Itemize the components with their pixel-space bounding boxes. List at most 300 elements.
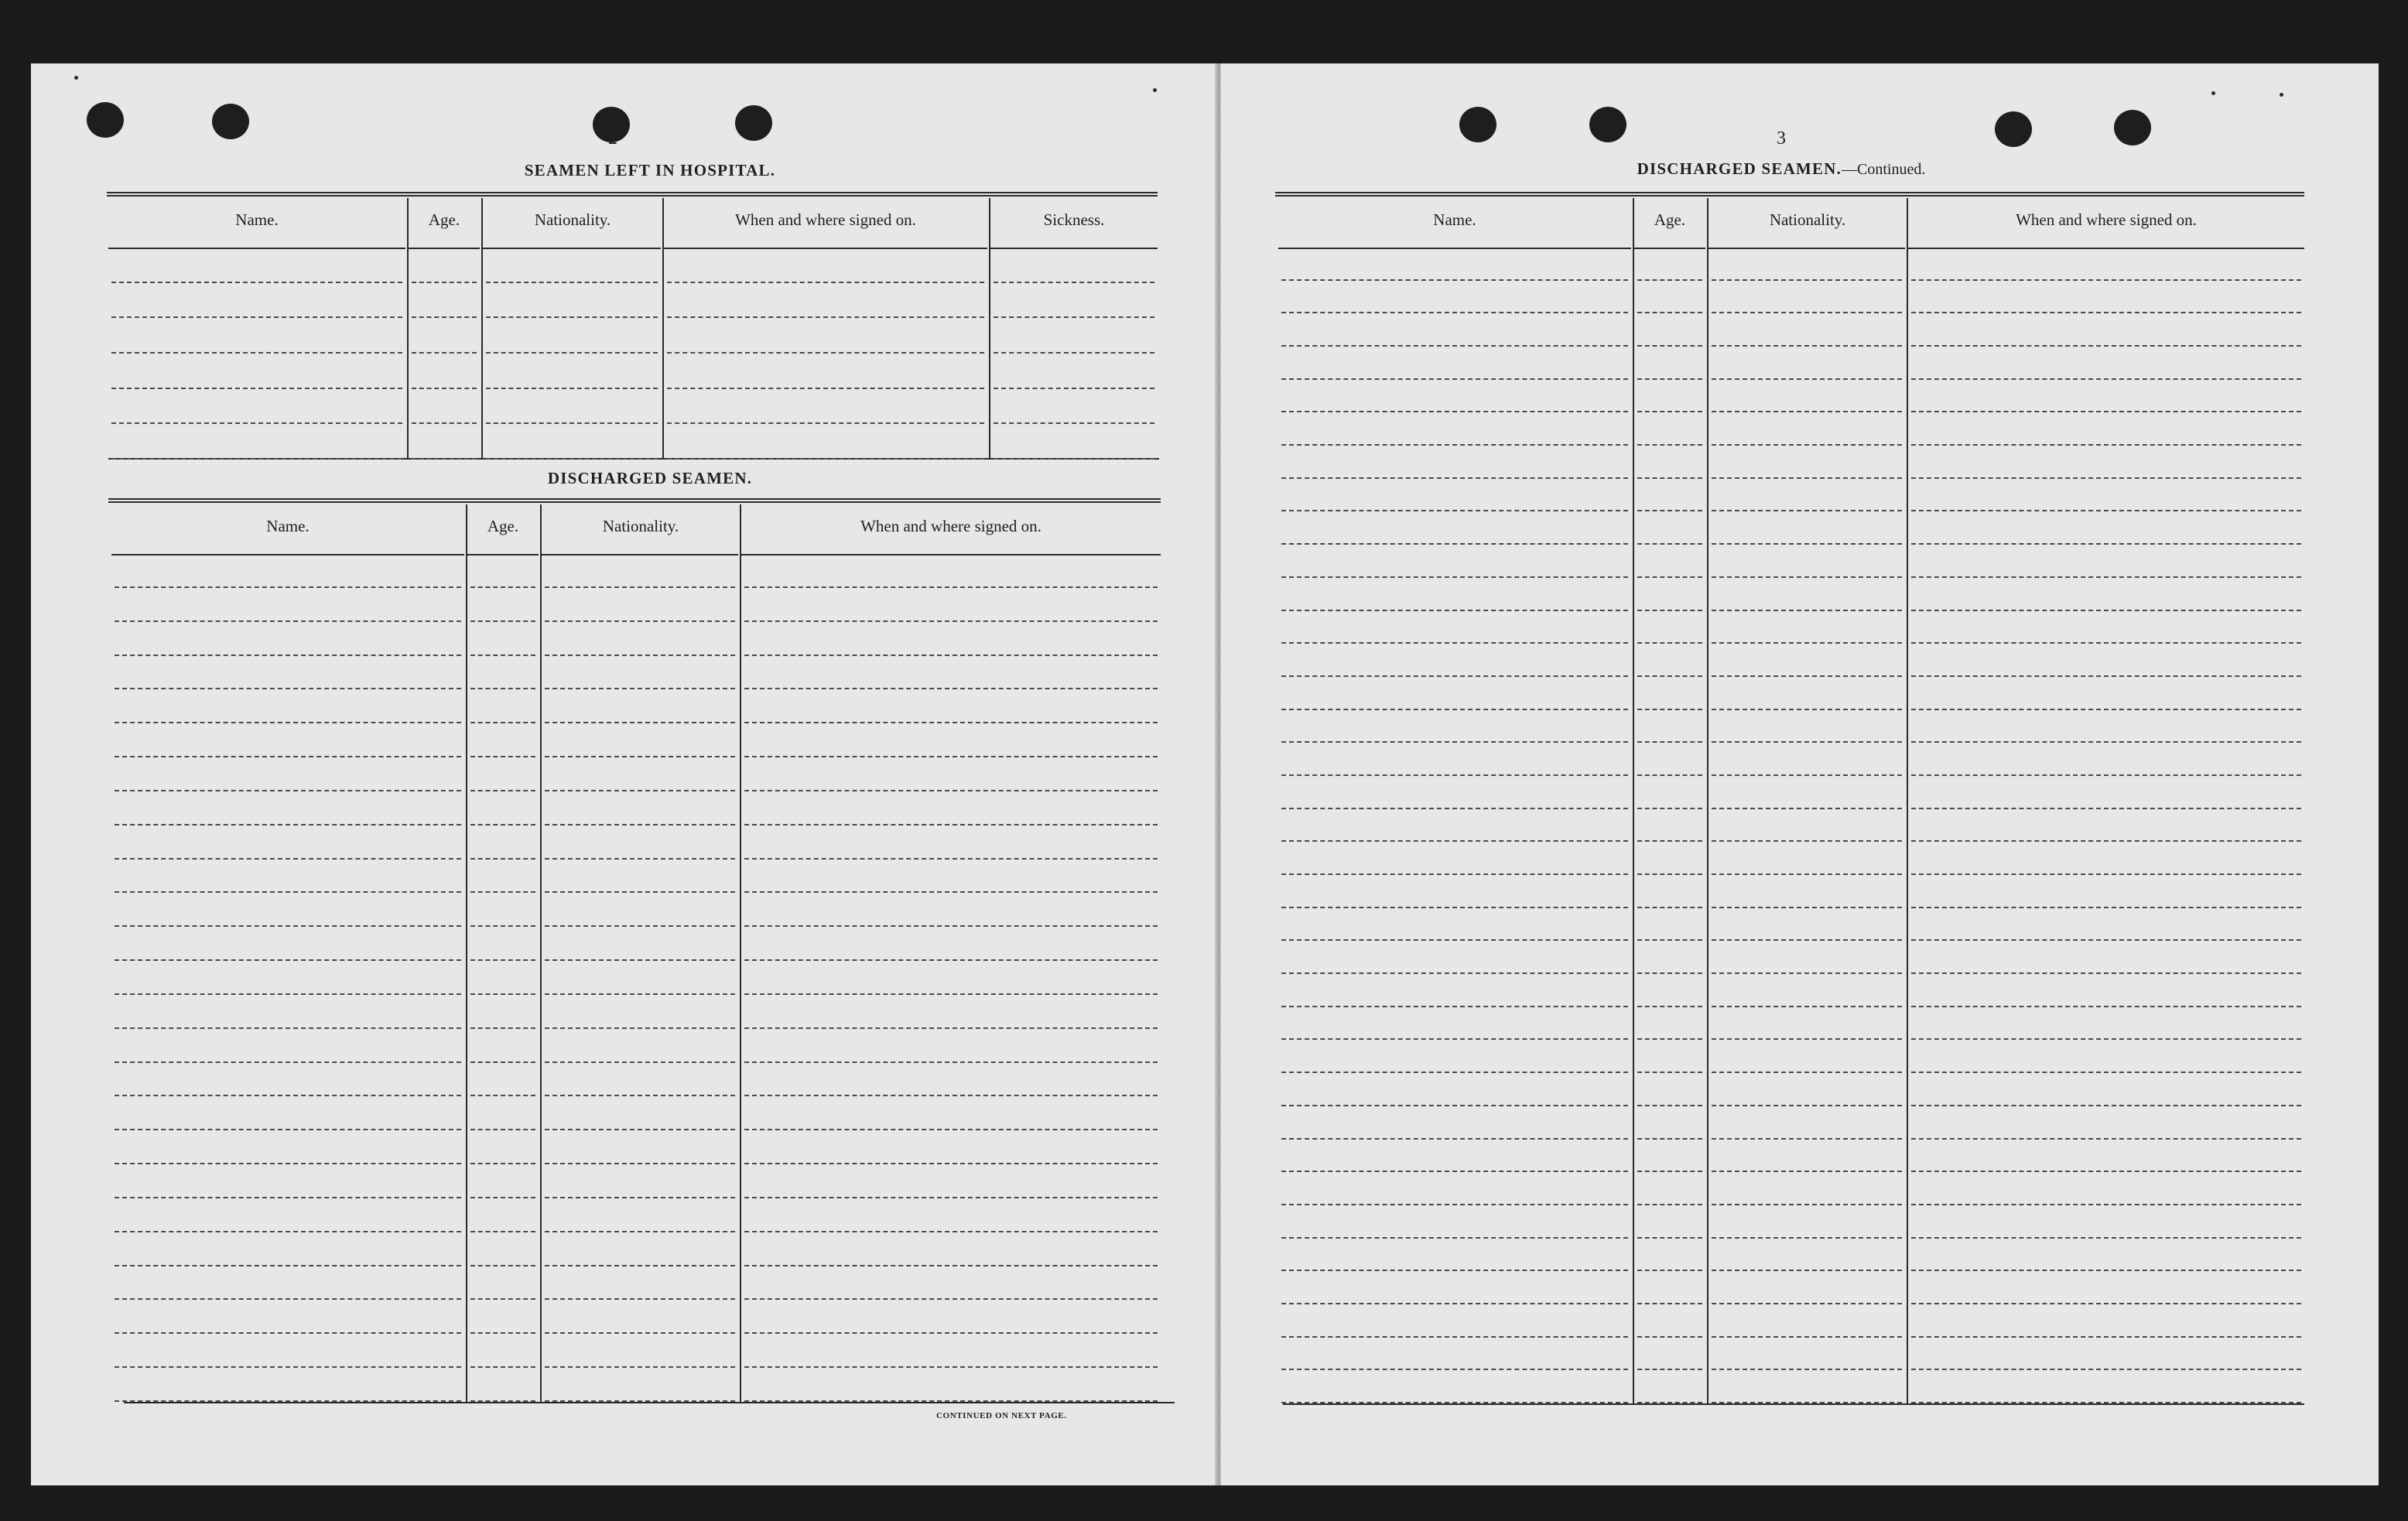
punch-hole-icon <box>1459 107 1496 142</box>
dotted-row-line <box>1712 1270 1902 1271</box>
dotted-row-line <box>115 1027 461 1029</box>
dotted-row-line <box>1637 312 1702 313</box>
punch-hole-icon <box>212 104 249 139</box>
dotted-row-line <box>470 1129 535 1130</box>
dotted-row-line <box>994 422 1154 424</box>
dotted-row-line <box>545 586 735 588</box>
col-header-name: Name. <box>1433 210 1476 229</box>
dotted-row-line <box>115 655 461 656</box>
dotted-row-line <box>486 282 658 283</box>
dotted-row-line <box>994 316 1154 318</box>
dotted-row-line <box>1637 411 1702 412</box>
dotted-row-line <box>744 1163 1158 1164</box>
dotted-row-line <box>994 388 1154 389</box>
dotted-row-line <box>1281 1072 1628 1073</box>
dotted-row-line <box>1712 279 1902 281</box>
header-underline <box>1278 248 1631 249</box>
dotted-row-line <box>1712 675 1902 677</box>
dotted-row-line <box>1911 774 2301 776</box>
dotted-row-line <box>545 824 735 825</box>
header-underline <box>483 248 661 249</box>
dotted-row-line <box>1712 1171 1902 1172</box>
dotted-row-line <box>1911 1402 2301 1403</box>
dotted-row-line <box>744 824 1158 825</box>
dotted-row-line <box>1712 345 1902 347</box>
dotted-row-line <box>744 1366 1158 1368</box>
dotted-row-line <box>115 824 461 825</box>
dotted-row-line <box>412 282 477 283</box>
dotted-row-line <box>1712 1204 1902 1205</box>
dotted-row-line <box>115 1061 461 1063</box>
continued-footnote: CONTINUED ON NEXT PAGE. <box>936 1411 1067 1420</box>
right-page <box>1221 63 2379 1485</box>
dotted-row-line <box>1712 576 1902 578</box>
speck <box>2280 93 2283 97</box>
dotted-row-line <box>1637 907 1702 908</box>
dotted-row-line <box>1637 1006 1702 1007</box>
section-title-discharged-continued <box>1472 159 2091 179</box>
dotted-row-line <box>744 891 1158 893</box>
column-separator <box>466 504 467 1402</box>
dotted-row-line <box>744 1265 1158 1266</box>
dotted-row-line <box>111 422 402 424</box>
dotted-row-line <box>1637 642 1702 644</box>
header-underline <box>664 248 987 249</box>
dotted-row-line <box>1911 1336 2301 1338</box>
dotted-row-line <box>1712 510 1902 511</box>
punch-hole-icon <box>87 102 124 138</box>
dotted-row-line <box>115 1197 461 1198</box>
dotted-row-line <box>1911 808 2301 809</box>
dotted-row-line <box>1712 378 1902 380</box>
dotted-row-line <box>994 282 1154 283</box>
dotted-row-line <box>1911 576 2301 578</box>
dotted-row-line <box>744 620 1158 622</box>
dotted-row-line <box>1637 444 1702 446</box>
dotted-row-line <box>545 959 735 961</box>
dotted-row-line <box>1281 808 1628 809</box>
dotted-row-line <box>744 959 1158 961</box>
dotted-row-line <box>1281 411 1628 412</box>
dotted-row-line <box>115 1231 461 1232</box>
dotted-row-line <box>744 1027 1158 1029</box>
dotted-row-line <box>1637 1105 1702 1106</box>
dotted-row-line <box>115 1095 461 1096</box>
dotted-row-line <box>115 1366 461 1368</box>
dotted-row-line <box>545 1027 735 1029</box>
dotted-row-line <box>1281 1171 1628 1172</box>
dotted-row-line <box>744 1231 1158 1232</box>
col-header-when-where: When and where signed on. <box>735 210 916 229</box>
dotted-row-line <box>545 1400 735 1402</box>
dotted-row-line <box>470 1095 535 1096</box>
punch-hole-icon <box>2114 110 2151 145</box>
dotted-row-line <box>667 352 984 354</box>
column-separator <box>540 504 542 1402</box>
dotted-row-line <box>1911 510 2301 511</box>
col-header-when-where: When and where signed on. <box>860 517 1042 535</box>
dotted-row-line <box>1637 576 1702 578</box>
dotted-row-line <box>994 352 1154 354</box>
dotted-row-line <box>1637 1204 1702 1205</box>
dotted-row-line <box>1712 1402 1902 1403</box>
dotted-row-line <box>1911 610 2301 611</box>
dotted-row-line <box>1911 1038 2301 1040</box>
dotted-row-line <box>1281 279 1628 281</box>
column-separator <box>740 504 741 1402</box>
dotted-row-line <box>470 858 535 860</box>
dotted-row-line <box>470 1027 535 1029</box>
punch-hole-icon <box>1589 107 1626 142</box>
dotted-row-line <box>545 722 735 723</box>
dotted-row-line <box>486 352 658 354</box>
header-underline <box>741 554 1161 555</box>
dotted-row-line <box>1637 345 1702 347</box>
dotted-row-line <box>111 316 402 318</box>
dotted-row-line <box>115 1400 461 1402</box>
dotted-row-line <box>1911 378 2301 380</box>
dotted-row-line <box>545 620 735 622</box>
dotted-row-line <box>115 790 461 791</box>
col-header-sickness: Sickness. <box>1043 210 1105 229</box>
dotted-row-line <box>1712 1138 1902 1140</box>
dotted-row-line <box>470 1366 535 1368</box>
dotted-row-line <box>1911 939 2301 941</box>
dotted-row-line <box>115 688 461 689</box>
dotted-row-line <box>545 1298 735 1300</box>
col-header-nationality: Nationality. <box>1769 210 1846 229</box>
dotted-row-line <box>1637 972 1702 974</box>
dotted-row-line <box>744 1061 1158 1063</box>
dotted-row-line <box>1911 675 2301 677</box>
col-header-name: Name. <box>266 517 310 535</box>
dotted-row-line <box>744 1129 1158 1130</box>
header-underline <box>409 248 480 249</box>
header-underline <box>1634 248 1705 249</box>
table-top-rule <box>1275 192 2304 197</box>
dotted-row-line <box>1712 1369 1902 1370</box>
header-underline <box>108 248 405 249</box>
dotted-row-line <box>1712 312 1902 313</box>
dotted-row-line <box>111 352 402 354</box>
dotted-row-line <box>744 1095 1158 1096</box>
dotted-row-line <box>115 993 461 995</box>
column-separator <box>481 198 483 460</box>
dotted-row-line <box>115 1298 461 1300</box>
dotted-row-line <box>470 688 535 689</box>
table-bottom-rule <box>1283 1403 2304 1405</box>
header-underline <box>467 554 539 555</box>
header-underline <box>990 248 1158 249</box>
dotted-row-line <box>744 655 1158 656</box>
dotted-row-line <box>1281 477 1628 479</box>
dotted-row-line <box>1637 840 1702 842</box>
dotted-row-line <box>115 586 461 588</box>
dotted-row-line <box>744 586 1158 588</box>
dotted-row-line <box>545 1332 735 1334</box>
table-bottom-rule <box>124 1402 1175 1403</box>
dotted-row-line <box>1911 345 2301 347</box>
dotted-row-line <box>470 756 535 757</box>
dotted-row-line <box>744 925 1158 927</box>
dotted-row-line <box>1281 741 1628 743</box>
col-header-nationality: Nationality. <box>602 517 679 535</box>
dotted-row-line <box>1637 1270 1702 1271</box>
dotted-row-line <box>115 756 461 757</box>
dotted-row-line <box>470 620 535 622</box>
dotted-row-line <box>667 282 984 283</box>
header-underline <box>1709 248 1905 249</box>
column-separator <box>1907 198 1908 1403</box>
dotted-row-line <box>115 722 461 723</box>
punch-hole-icon <box>735 105 772 141</box>
dotted-row-line <box>1281 972 1628 974</box>
dotted-row-line <box>1911 411 2301 412</box>
dotted-row-line <box>545 1265 735 1266</box>
dotted-row-line <box>545 688 735 689</box>
dotted-row-line <box>1712 444 1902 446</box>
dotted-row-line <box>1911 1204 2301 1205</box>
dotted-row-line <box>1911 1237 2301 1239</box>
dotted-row-line <box>470 655 535 656</box>
dotted-row-line <box>115 1332 461 1334</box>
header-underline <box>542 554 738 555</box>
dotted-row-line <box>1281 1105 1628 1106</box>
dotted-row-line <box>744 1400 1158 1402</box>
col-header-age: Age. <box>487 517 519 535</box>
dotted-row-line <box>470 1231 535 1232</box>
dotted-row-line <box>744 790 1158 791</box>
section-title-suffix: —Continued. <box>1841 161 1926 178</box>
dotted-row-line <box>470 993 535 995</box>
dotted-row-line <box>1712 543 1902 545</box>
dotted-row-line <box>1712 1105 1902 1106</box>
dotted-row-line <box>667 388 984 389</box>
dotted-row-line <box>545 1095 735 1096</box>
dotted-row-line <box>1911 477 2301 479</box>
dotted-row-line <box>1911 873 2301 875</box>
speck <box>2211 91 2215 95</box>
column-separator <box>407 198 409 460</box>
dotted-row-line <box>1911 1270 2301 1271</box>
dotted-row-line <box>1281 1006 1628 1007</box>
dotted-row-line <box>115 891 461 893</box>
dotted-row-line <box>1637 675 1702 677</box>
dotted-row-line <box>115 1129 461 1130</box>
dotted-row-line <box>470 1298 535 1300</box>
left-page <box>31 63 1216 1485</box>
dotted-row-line <box>470 1163 535 1164</box>
dotted-row-line <box>470 824 535 825</box>
dotted-row-line <box>470 790 535 791</box>
dotted-row-line <box>470 722 535 723</box>
dotted-row-line <box>1712 411 1902 412</box>
dotted-row-line <box>1637 1402 1702 1403</box>
dotted-row-line <box>412 316 477 318</box>
dotted-row-line <box>545 790 735 791</box>
col-header-age: Age. <box>428 210 460 229</box>
dotted-row-line <box>1281 444 1628 446</box>
dotted-row-line <box>1637 1237 1702 1239</box>
dotted-row-line <box>1712 939 1902 941</box>
dotted-row-line <box>1281 774 1628 776</box>
dotted-row-line <box>412 458 477 460</box>
speck <box>74 76 78 80</box>
dotted-row-line <box>1911 1369 2301 1370</box>
dotted-row-line <box>1281 675 1628 677</box>
dotted-row-line <box>115 858 461 860</box>
dotted-row-line <box>115 1265 461 1266</box>
dotted-row-line <box>1712 840 1902 842</box>
dotted-row-line <box>115 1163 461 1164</box>
dotted-row-line <box>1911 1303 2301 1304</box>
dotted-row-line <box>1712 610 1902 611</box>
dotted-row-line <box>1637 1369 1702 1370</box>
dotted-row-line <box>412 352 477 354</box>
dotted-row-line <box>1637 610 1702 611</box>
dotted-row-line <box>412 388 477 389</box>
dotted-row-line <box>412 422 477 424</box>
dotted-row-line <box>1281 1038 1628 1040</box>
column-separator <box>662 198 664 460</box>
dotted-row-line <box>1911 543 2301 545</box>
dotted-row-line <box>1911 642 2301 644</box>
dotted-row-line <box>1911 444 2301 446</box>
dotted-row-line <box>545 993 735 995</box>
dotted-row-line <box>545 1197 735 1198</box>
dotted-row-line <box>1637 510 1702 511</box>
dotted-row-line <box>486 388 658 389</box>
dotted-row-line <box>1911 840 2301 842</box>
section-title-text: DISCHARGED SEAMEN. <box>1637 159 1842 178</box>
dotted-row-line <box>1637 279 1702 281</box>
dotted-row-line <box>470 925 535 927</box>
dotted-row-line <box>1281 312 1628 313</box>
table-top-rule <box>108 498 1161 503</box>
dotted-row-line <box>1281 345 1628 347</box>
dotted-row-line <box>545 858 735 860</box>
dotted-row-line <box>1637 741 1702 743</box>
dotted-row-line <box>1637 808 1702 809</box>
dotted-row-line <box>1637 774 1702 776</box>
dotted-row-line <box>486 316 658 318</box>
dotted-row-line <box>1712 642 1902 644</box>
dotted-row-line <box>1712 1336 1902 1338</box>
dotted-row-line <box>1712 741 1902 743</box>
dotted-row-line <box>111 282 402 283</box>
dotted-row-line <box>115 620 461 622</box>
dotted-row-line <box>470 959 535 961</box>
header-underline <box>111 554 464 555</box>
table-top-rule <box>107 192 1158 197</box>
dotted-row-line <box>1911 312 2301 313</box>
dotted-row-line <box>1911 709 2301 710</box>
dotted-row-line <box>1637 1138 1702 1140</box>
dotted-row-line <box>1712 1006 1902 1007</box>
dotted-row-line <box>1281 1402 1628 1403</box>
dotted-row-line <box>1637 543 1702 545</box>
col-header-when-where: When and where signed on. <box>2016 210 2197 229</box>
dotted-row-line <box>744 993 1158 995</box>
dotted-row-line <box>744 1332 1158 1334</box>
page-number: 2 <box>608 128 617 149</box>
dotted-row-line <box>1637 1303 1702 1304</box>
column-separator <box>989 198 990 460</box>
dotted-row-line <box>1281 378 1628 380</box>
dotted-row-line <box>1281 1204 1628 1205</box>
dotted-row-line <box>1911 1006 2301 1007</box>
dotted-row-line <box>1637 1038 1702 1040</box>
page-number: 3 <box>1777 128 1786 149</box>
dotted-row-line <box>744 688 1158 689</box>
dotted-row-line <box>744 1197 1158 1198</box>
dotted-row-line <box>994 458 1154 460</box>
dotted-row-line <box>545 1129 735 1130</box>
dotted-row-line <box>470 1400 535 1402</box>
dotted-row-line <box>667 422 984 424</box>
header-underline <box>1908 248 2304 249</box>
dotted-row-line <box>545 1231 735 1232</box>
dotted-row-line <box>1637 709 1702 710</box>
dotted-row-line <box>1712 477 1902 479</box>
dotted-row-line <box>1281 543 1628 545</box>
dotted-row-line <box>545 891 735 893</box>
dotted-row-line <box>1712 1303 1902 1304</box>
dotted-row-line <box>1281 709 1628 710</box>
dotted-row-line <box>1712 907 1902 908</box>
dotted-row-line <box>486 458 658 460</box>
dotted-row-line <box>1637 1072 1702 1073</box>
section-title-hospital: SEAMEN LEFT IN HOSPITAL. <box>524 161 776 179</box>
section-title-discharged: DISCHARGED SEAMEN. <box>547 469 753 487</box>
dotted-row-line <box>1281 1270 1628 1271</box>
dotted-row-line <box>545 655 735 656</box>
dotted-row-line <box>486 422 658 424</box>
dotted-row-line <box>545 1163 735 1164</box>
col-header-nationality: Nationality. <box>534 210 611 229</box>
dotted-row-line <box>1911 907 2301 908</box>
dotted-row-line <box>1637 477 1702 479</box>
dotted-row-line <box>1712 1038 1902 1040</box>
column-separator <box>1707 198 1709 1403</box>
dotted-row-line <box>1911 1072 2301 1073</box>
column-separator <box>1633 198 1634 1403</box>
dotted-row-line <box>1637 378 1702 380</box>
dotted-row-line <box>1911 972 2301 974</box>
dotted-row-line <box>1281 907 1628 908</box>
dotted-row-line <box>1911 279 2301 281</box>
dotted-row-line <box>545 925 735 927</box>
dotted-row-line <box>1911 1138 2301 1140</box>
dotted-row-line <box>1712 774 1902 776</box>
dotted-row-line <box>1281 610 1628 611</box>
dotted-row-line <box>111 388 402 389</box>
dotted-row-line <box>470 1265 535 1266</box>
dotted-row-line <box>545 1061 735 1063</box>
dotted-row-line <box>744 858 1158 860</box>
dotted-row-line <box>1281 510 1628 511</box>
speck <box>1153 88 1157 92</box>
dotted-row-line <box>1281 840 1628 842</box>
dotted-row-line <box>1637 939 1702 941</box>
dotted-row-line <box>1712 873 1902 875</box>
dotted-row-line <box>1911 741 2301 743</box>
dotted-row-line <box>1712 709 1902 710</box>
dotted-row-line <box>1281 873 1628 875</box>
dotted-row-line <box>1637 1336 1702 1338</box>
dotted-row-line <box>1281 642 1628 644</box>
col-header-name: Name. <box>235 210 279 229</box>
